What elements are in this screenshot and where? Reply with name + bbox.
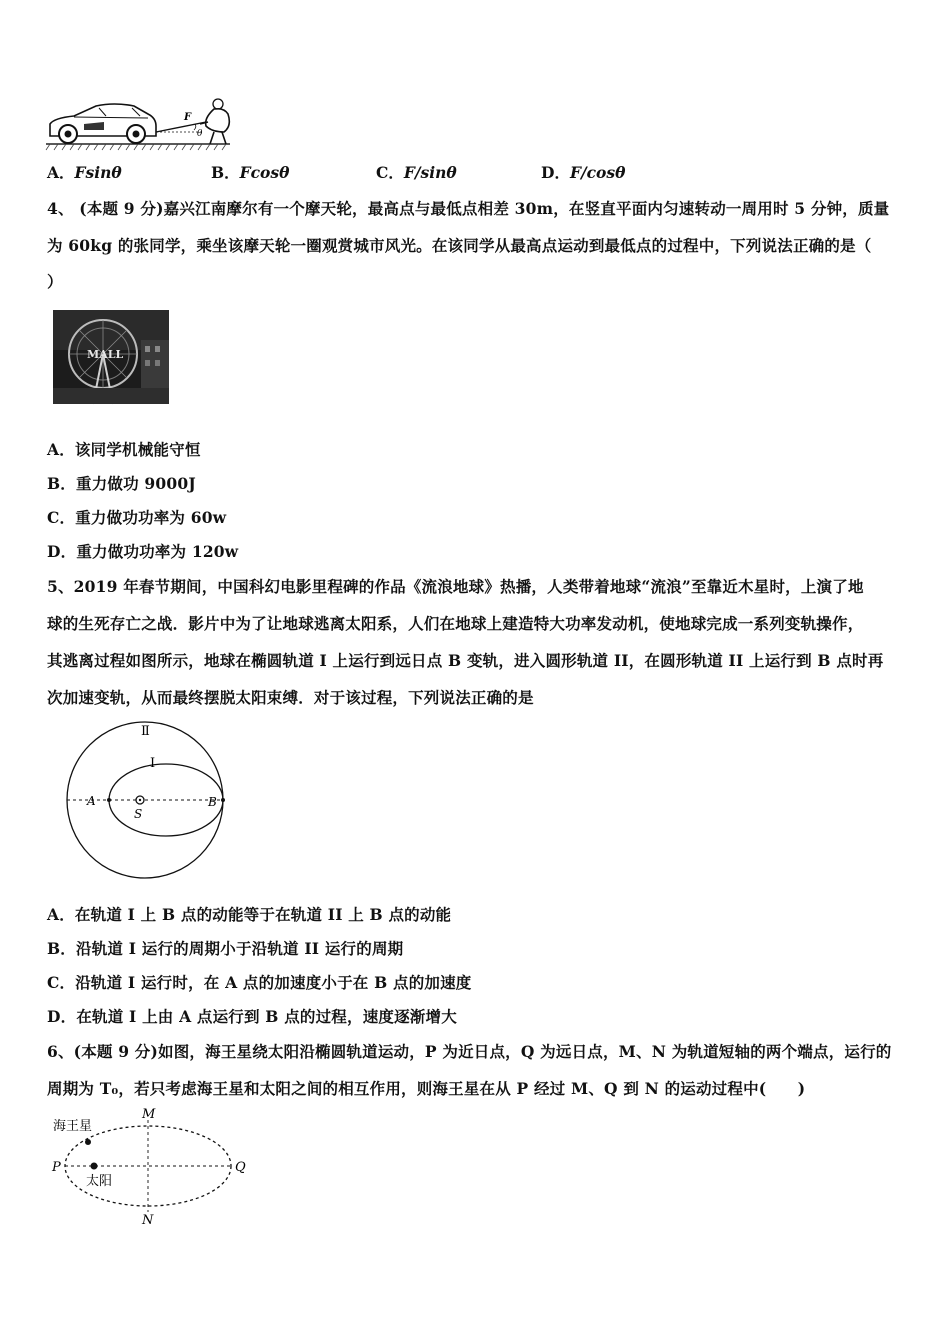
q5-option-a: A．在轨道 I 上 B 点的动能等于在轨道 II 上 B 点的动能 (47, 905, 452, 924)
point-n-label: N (142, 1213, 154, 1228)
car-pull-figure (44, 96, 234, 152)
neptune-label: 海王星 (53, 1119, 93, 1134)
point-a-label: A (87, 794, 96, 808)
q5-option-c: C．沿轨道 I 运行时，在 A 点的加速度小于在 B 点的加速度 (47, 973, 472, 992)
q5-stem-line-4: 次加速变轨，从而最终摆脱太阳束缚．对于该过程，下列说法正确的是 (47, 688, 534, 707)
q6-stem-line-2: 周期为 T₀，若只考虑海王星和太阳之间的相互作用，则海王星在从 P 经过 M、Q 到 N 的运动过程中( ) (47, 1079, 806, 1098)
q4-option-c: C．重力做功功率为 60w (47, 508, 227, 527)
orbit-ii-label: Ⅱ (141, 724, 150, 739)
q4-stem-line-3: ） (47, 272, 63, 291)
point-s-label: S (134, 807, 143, 821)
neptune-orbit-figure (50, 1104, 260, 1228)
q5-option-b: B．沿轨道 I 运行的周期小于沿轨道 II 运行的周期 (47, 939, 404, 958)
sun-dot (91, 1163, 98, 1170)
neptune-dot (85, 1139, 91, 1145)
point-q-label: Q (235, 1160, 246, 1175)
q3-option-a: A．Fsinθ (47, 163, 122, 182)
force-label: F (184, 112, 192, 123)
q4-option-a: A．该同学机械能守恒 (47, 440, 201, 459)
q6-stem-line-1: 6、(本题 9 分)如图，海王星绕太阳沿椭圆轨道运动，P 为近日点，Q 为远日点，M、N 为轨道短轴的两个端点，运行的 (47, 1042, 892, 1061)
q4-stem-line-1: 4、 (本题 9 分)嘉兴江南摩尔有一个摩天轮，最高点与最低点相差 30m，在竖直平面内匀速转动一周用时 5 分钟，质量 (47, 199, 890, 218)
sun-label: 太阳 (86, 1174, 113, 1189)
point-m-label: M (142, 1107, 156, 1122)
q5-option-d: D．在轨道 I 上由 A 点运行到 B 点的过程，速度逐渐增大 (47, 1007, 457, 1026)
q5-stem-line-2: 球的生死存亡之战．影片中为了让地球逃离太阳系，人们在地球上建造特大功率发动机，使地球完成一系列变轨操作， (47, 614, 864, 633)
theta-label: θ (197, 129, 203, 139)
point-b-label: B (208, 795, 217, 809)
mall-sign: MALL (87, 348, 124, 361)
orbit-figure (50, 720, 240, 860)
q3-option-b: B．Fcosθ (211, 163, 290, 182)
q3-option-c: C．F/sinθ (376, 163, 457, 182)
q3-option-d: D．F/cosθ (541, 163, 626, 182)
orbit-i-label: I (150, 756, 156, 771)
q5-stem-line-3: 其逃离过程如图所示，地球在椭圆轨道 I 上运行到远日点 B 变轨，进入圆形轨道 II，在圆形轨道 II 上运行到 B 点时再 (47, 651, 884, 670)
q4-option-b: B．重力做功 9000J (47, 474, 196, 493)
ferris-wheel-photo (53, 310, 169, 404)
q5-stem-line-1: 5、2019 年春节期间，中国科幻电影里程碑的作品《流浪地球》热播，人类带着地球“流浪”至靠近木星时，上演了地 (47, 577, 864, 596)
q4-option-d: D．重力做功功率为 120w (47, 542, 239, 561)
q4-stem-line-2: 为 60kg 的张同学，乘坐该摩天轮一圈观赏城市风光。在该同学从最高点运动到最低点的过程中，下列说法正确的是（ (47, 236, 872, 255)
point-p-label: P (52, 1160, 61, 1175)
